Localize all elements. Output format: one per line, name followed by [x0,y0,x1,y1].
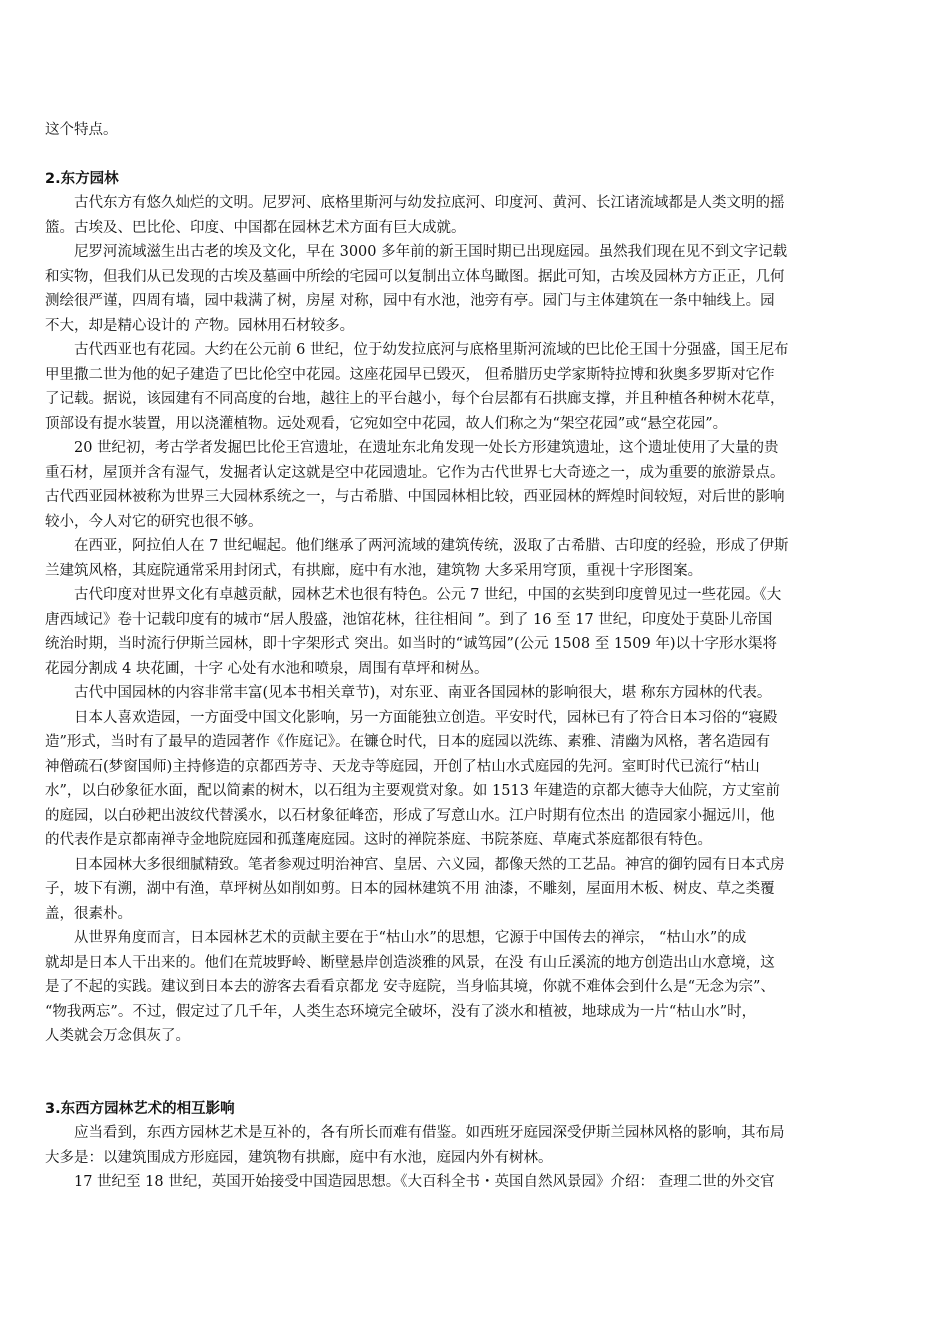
paragraph-line: 古代西亚园林被称为世界三大园林系统之一，与古希腊、中国园林相比较，西亚园林的辉煌时间较短，对后世的影响 [45,489,785,505]
paragraph-line: 大多是：以建筑围成方形庭园，建筑物有拱廊，庭中有水池，庭园内外有树林。 [45,1149,553,1166]
section-3-heading: 3.东西方园林艺术的相互影响 [45,1100,235,1117]
paragraph-line: 花园分割成 4 块花圃，十字 心处有水池和喷泉，周围有草坪和树丛。 [45,660,489,677]
paragraph [45,583,907,681]
paragraph-line: 尼罗河流域滋生出古老的埃及文化，早在 3000 多年前的新王国时期已出现庭园。虽然我们现在见不到文字记载 [74,244,788,260]
paragraph-line: 20 世纪初，考古学者发掘巴比伦王宫遗址，在遗址东北角发现一处长方形建筑遗址，这个遗址使用了大量的贵 [74,440,779,456]
paragraph-line: 篮。古埃及、巴比伦、印度、中国都在园林艺术方面有巨大成就。 [45,219,466,236]
paragraph-line: 盖，很素朴。 [45,905,132,922]
paragraph [45,706,907,853]
paragraph [45,240,907,338]
paragraph-line: 古代印度对世界文化有卓越贡献，园林艺术也很有特色。公元 7 世纪，中国的玄奘到印度曾见过一些花园。《大 [74,587,782,603]
section-3-body [45,1121,907,1195]
paragraph [45,534,907,583]
document-page [45,118,907,1195]
paragraph [45,338,907,436]
paragraph-line: 日本人喜欢造园，一方面受中国文化影响，另一方面能独立创造。平安时代，园林已有了符合日本习俗的“寝殿 [74,709,778,726]
paragraph [45,926,907,1049]
paragraph-line: 唐西域记》卷十记载印度有的城市“居人殷盛，池馆花林，往往相间 ”。到了 16 至 17 世纪，印度处于莫卧儿帝国 [45,611,773,628]
paragraph-line: 神僧疏石(梦窗国师)主持修造的京都西芳寺、天龙寺等庭园，开创了枯山水式庭园的先河。室町时代已流行“枯山 [45,758,760,775]
paragraph-line: 重石材，屋顶并含有湿气，发掘者认定这就是空中花园遗址。它作为古代世界七大奇迹之一，成为重要的旅游景点。 [45,464,785,481]
paragraph [45,681,907,706]
paragraph-line: 顶部设有提水装置，用以浇灌植物。远处观看，它宛如空中花园，故人们称之为“架空花园”或“悬空花园”。 [45,415,728,432]
paragraph-line: 较小，今人对它的研究也很不够。 [45,513,263,530]
intro-tail-text: 这个特点。 [45,122,118,138]
paragraph-line: 日本园林大多很细腻精致。笔者参观过明治神宫、皇居、六义园，都像天然的工艺品。神宫的御钓园有日本式房 [74,856,785,873]
paragraph-line: 水”，以白砂象征水面，配以简素的树木，以石组为主要观赏对象。如 1513 年建造的京都大德寺大仙院，方丈室前 [45,783,781,799]
paragraph-line: 在西亚，阿拉伯人在 7 世纪崛起。他们继承了两河流域的建筑传统，汲取了古希腊、古印度的经验，形成了伊斯 [74,538,789,554]
section-2-body [45,191,907,1049]
paragraph-line: 不大，却是精心设计的 产物。园林用石材较多。 [45,317,355,334]
paragraph-line: 子，坡下有溯，湖中有渔，草坪树丛如削如剪。日本的园林建筑不用 油漆，不雕刻，屋面用木板、树皮、草之类覆 [45,881,775,897]
paragraph [45,191,907,240]
paragraph-line: 测绘很严谨，四周有墙，园中栽满了树，房屋 对称，园中有水池，池旁有亭。园门与主体建筑在一条中轴线上。园 [45,293,775,309]
paragraph [45,1121,907,1170]
paragraph-line: 古代西亚也有花园。大约在公元前 6 世纪，位于幼发拉底河与底格里斯河流域的巴比伦王国十分强盛，国王尼布 [74,342,789,358]
paragraph [45,853,907,927]
paragraph-line: “物我两忘”。不过，假定过了几千年，人类生态环境完全破坏，没有了淡水和植被，地球成为一片“枯山水”时， [45,1003,757,1020]
paragraph-line: 的代表作是京都南禅寺金地院庭园和孤蓬庵庭园。这时的禅院茶庭、书院茶庭、草庵式茶庭都很有特色。 [45,832,712,848]
paragraph [45,1170,907,1195]
paragraph-line: 是了不起的实践。建议到日本去的游客去看看京都龙 安寺庭院，当身临其境，你就不难体会到什么是“无念为宗”、 [45,979,775,995]
paragraph-line: 兰建筑风格，其庭院通常采用封闭式，有拱廊，庭中有水池，建筑物 大多采用穹顶，重视十字形图案。 [45,562,703,579]
paragraph-line: 从世界角度而言，日本园林艺术的贡献主要在于“枯山水”的思想，它源于中国传去的禅宗， “枯山水”的成 [74,930,747,946]
paragraph-line: 就却是日本人干出来的。他们在荒坡野岭、断壁悬岸创造淡雅的风景，在没 有山丘溪流的地方创造出山水意境，这 [45,954,775,971]
paragraph-line: 造”形式，当时有了最早的造园著作《作庭记》。在镰仓时代，日本的庭园以洗练、素雅、清幽为风格，著名造园有 [45,734,771,750]
paragraph-line: 古代中国园林的内容非常丰富(见本书相关章节)，对东亚、南亚各国园林的影响很大，堪 称东方园林的代表。 [74,685,772,701]
paragraph-line: 应当看到，东西方园林艺术是互补的，各有所长而难有借鉴。如西班牙庭园深受伊斯兰园林风格的影响，其布局 [74,1125,785,1141]
paragraph-line: 甲里撒二世为他的妃子建造了巴比伦空中花园。这座花园早已毁灭， 但希腊历史学家斯特拉博和狄奥多罗斯对它作 [45,366,775,383]
paragraph-line: 的庭园，以白砂耙出波纹代替溪水，以石材象征峰峦，形成了写意山水。江户时期有位杰出 的造园家小掘远川，他 [45,807,775,824]
paragraph [45,436,907,534]
paragraph-line: 人类就会万念俱灰了。 [45,1028,190,1044]
paragraph-line: 17 世纪至 18 世纪，英国开始接受中国造园思想。《大百科全书・英国自然风景园》介绍： 查理二世的外交官 [74,1174,775,1190]
paragraph-line: 和实物，但我们从已发现的古埃及墓画中所绘的宅园可以复制出立体鸟瞰图。据此可知，古埃及园林方方正正，几何 [45,268,785,285]
paragraph-line: 古代东方有悠久灿烂的文明。尼罗河、底格里斯河与幼发拉底河、印度河、黄河、长江诸流域都是人类文明的摇 [74,195,785,211]
paragraph-line: 统治时期，当时流行伊斯兰园林，即十字架形式 突出。如当时的“诚笃园”(公元 1508 至 1509 年)以十字形水渠将 [45,636,777,652]
paragraph-line: 了记载。据说，该园建有不同高度的台地，越往上的平台越小，每个台层都有石拱廊支撑，并且种植各种树木花草， [45,391,785,407]
section-2-heading: 2.东方园林 [45,170,119,187]
